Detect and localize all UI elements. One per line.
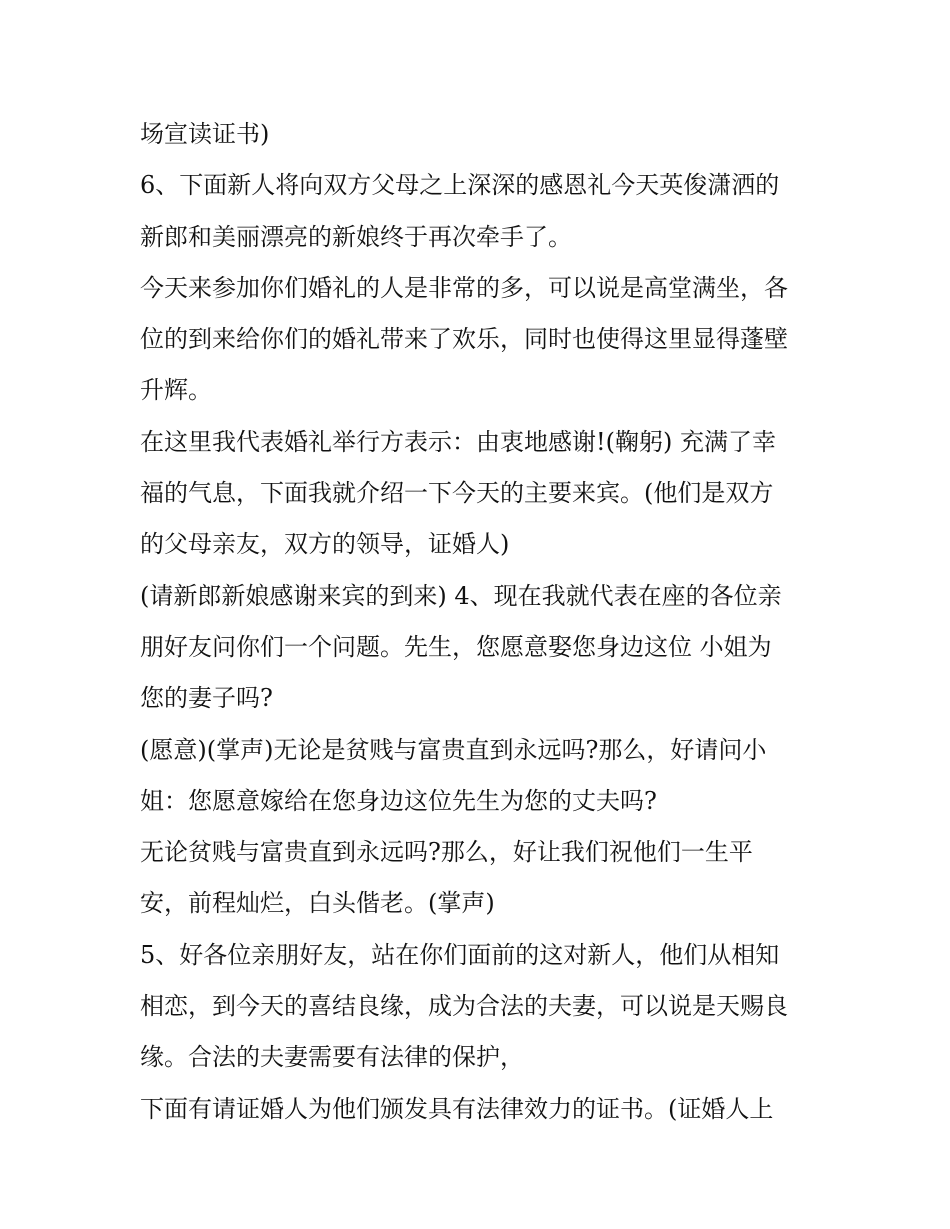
text-line: (请新郎新娘感谢来宾的到来) 4、现在我就代表在座的各位亲	[140, 581, 782, 610]
text-line: 姐：您愿意嫁给在您身边这位先生为您的丈夫吗?	[140, 786, 657, 815]
text-line: 位的到来给你们的婚礼带来了欢乐，同时也使得这里显得蓬壁	[140, 325, 788, 354]
text-line: 下面有请证婚人为他们颁发具有法律效力的证书。(证婚人上	[140, 1094, 774, 1123]
text-line: 升辉。	[140, 376, 212, 405]
text-line: 5、好各位亲朋好友，站在你们面前的这对新人，他们从相知	[140, 940, 780, 969]
text-line: 6、下面新人将向双方父母之上深深的感恩礼今天英俊潇洒的	[140, 171, 780, 200]
text-line: (愿意)(掌声)无论是贫贱与富贵直到永远吗?那么，好请问小	[140, 735, 767, 764]
text-line: 新郎和美丽漂亮的新娘终于再次牵手了。	[140, 222, 572, 251]
text-line: 今天来参加你们婚礼的人是非常的多，可以说是高堂满坐，各	[140, 273, 788, 302]
text-line: 福的气息，下面我就介绍一下今天的主要来宾。(他们是双方	[140, 479, 774, 508]
text-line: 在这里我代表婚礼举行方表示：由衷地感谢!(鞠躬) 充满了幸	[140, 427, 776, 456]
text-line: 相恋，到今天的喜结良缘，成为合法的夫妻，可以说是天赐良	[140, 992, 788, 1021]
text-line: 您的妻子吗?	[140, 684, 273, 713]
document-body	[140, 109, 830, 1135]
text-line: 无论贫贱与富贵直到永远吗?那么，好让我们祝他们一生平	[140, 838, 753, 867]
text-line: 朋好友问你们一个问题。先生，您愿意娶您身边这位 小姐为	[140, 632, 772, 661]
text-line: 缘。合法的夫妻需要有法律的保护，	[140, 1043, 524, 1072]
text-line: 场宣读证书)	[140, 120, 270, 148]
text-line: 的父母亲友，双方的领导，证婚人)	[140, 530, 510, 559]
text-line: 安，前程灿烂，白头偕老。(掌声)	[140, 889, 495, 918]
